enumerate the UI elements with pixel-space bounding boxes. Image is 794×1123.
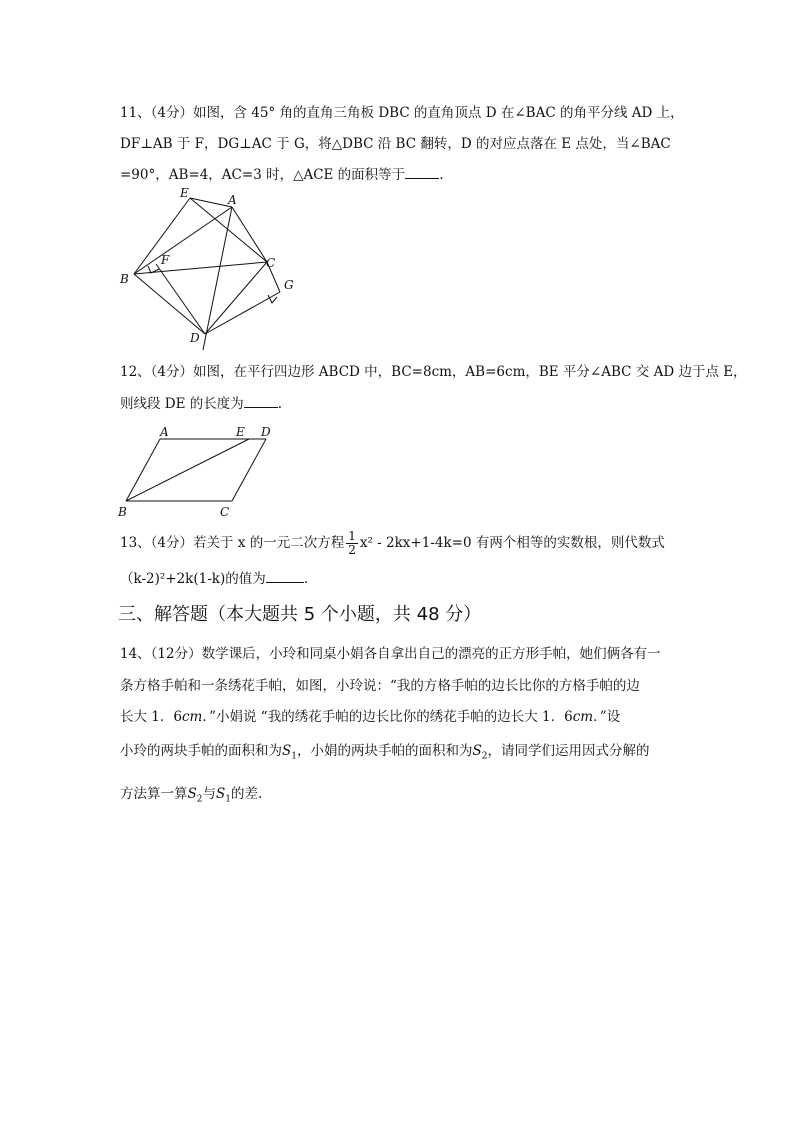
- q14-s2-sub: 2: [481, 751, 488, 762]
- q14-unit-2: cm: [572, 709, 594, 725]
- q11-line3: [120, 164, 443, 185]
- q11-label-F: F: [161, 253, 170, 267]
- q14-line3-c: ．”设: [593, 709, 621, 725]
- q14-unit-1: cm: [181, 709, 203, 725]
- q13-line1: [120, 530, 665, 557]
- q11-label-E: E: [180, 186, 189, 200]
- q14-s1-ref-sub: 1: [225, 794, 231, 805]
- q13-end: .: [303, 571, 309, 587]
- q11-label-D: D: [190, 331, 200, 345]
- q11-line2: DF⊥AB 于 F，DG⊥AC 于 G，将△DBC 沿 BC 翻转，D 的对应点落在 E 点处，当∠BAC: [120, 136, 671, 152]
- q12-label-A: A: [160, 425, 169, 439]
- q14-line3-b: ．”小娟说 “我的绣花手帕的边长比你的绣花手帕的边长大 1．6: [202, 709, 573, 725]
- q11-label-G: G: [284, 278, 294, 292]
- q11-figure: [114, 185, 304, 357]
- q13-line2: [120, 568, 308, 589]
- q11-label-C: C: [266, 256, 276, 270]
- q14-line2: 条方格手帕和一条绣花手帕，如图，小玲说：“我的方格手帕的边长比你的方格手帕的边: [120, 678, 640, 694]
- q14-line4-a: 小玲的两块手帕的面积和为: [120, 743, 282, 759]
- q13-prefix: 13、（4分）若关于 x 的一元二次方程: [120, 535, 345, 551]
- q14-line4-c: ，请同学们运用因式分解的: [487, 743, 650, 759]
- q11-line1: 11、（4分）如图，含 45° 角的直角三角板 DBC 的直角顶点 D 在∠BAC 的角平分线 AD 上，: [120, 105, 684, 121]
- q11-line3-text: =90°，AB=4，AC=3 时，△ACE 的面积等于: [120, 167, 406, 183]
- q14-s1-sub: 1: [291, 751, 297, 762]
- q12-label-E: E: [236, 425, 245, 439]
- q14-line1: 14、（12分）数学课后，小玲和同桌小娟各自拿出自己的漂亮的正方形手帕，她们俩各有一: [120, 646, 661, 662]
- q14-line3-a: 长大 1．6: [120, 709, 182, 725]
- q14-s1-ref: S: [215, 786, 226, 802]
- q14-line5: [120, 784, 262, 810]
- q12-label-D: D: [261, 425, 271, 439]
- q12-answer-blank: [244, 393, 278, 408]
- q11-label-B: B: [120, 272, 129, 286]
- q11-answer-blank: [405, 164, 439, 179]
- q14-s1: S: [282, 743, 292, 759]
- q14-line3: [120, 707, 620, 727]
- q12-figure: [114, 422, 279, 520]
- q13-frac-num: 1: [348, 529, 356, 543]
- q13-suffix: x² - 2kx+1-4k=0 有两个相等的实数根，则代数式: [359, 535, 665, 551]
- q13-answer-blank: [266, 568, 304, 583]
- q14-line4: [120, 741, 649, 767]
- q14-line5-b: 与: [202, 786, 216, 802]
- q11-end: .: [439, 167, 444, 183]
- q12-label-C: C: [220, 505, 230, 519]
- q14-line4-b: ，小娟的两块手帕的面积和为: [296, 743, 473, 759]
- q14-line5-a: 方法算一算: [120, 786, 188, 802]
- q12-end: .: [277, 396, 283, 412]
- q14-s2-ref: S: [187, 786, 197, 802]
- q14-line5-c: 的差.: [230, 786, 263, 802]
- q12-label-B: B: [118, 505, 127, 519]
- q12-line1: 12、（4分）如图，在平行四边形 ABCD 中，BC=8cm，AB=6cm，BE 平分∠ABC 交 AD 边于点 E，: [120, 364, 747, 380]
- q13-frac-den: 2: [348, 543, 356, 557]
- q13-line2-text: （k-2)²+2k(1-k)的值为: [120, 571, 266, 587]
- q13-fraction: [346, 530, 358, 557]
- q12-line2-text: 则线段 DE 的长度为: [120, 396, 244, 412]
- q14-s2-ref-sub: 2: [196, 794, 203, 805]
- q11-label-A: A: [228, 193, 237, 207]
- q14-s2: S: [472, 743, 482, 759]
- q12-line2: [120, 393, 282, 414]
- section-title: 三、解答题（本大题共 5 个小题，共 48 分）: [118, 604, 482, 625]
